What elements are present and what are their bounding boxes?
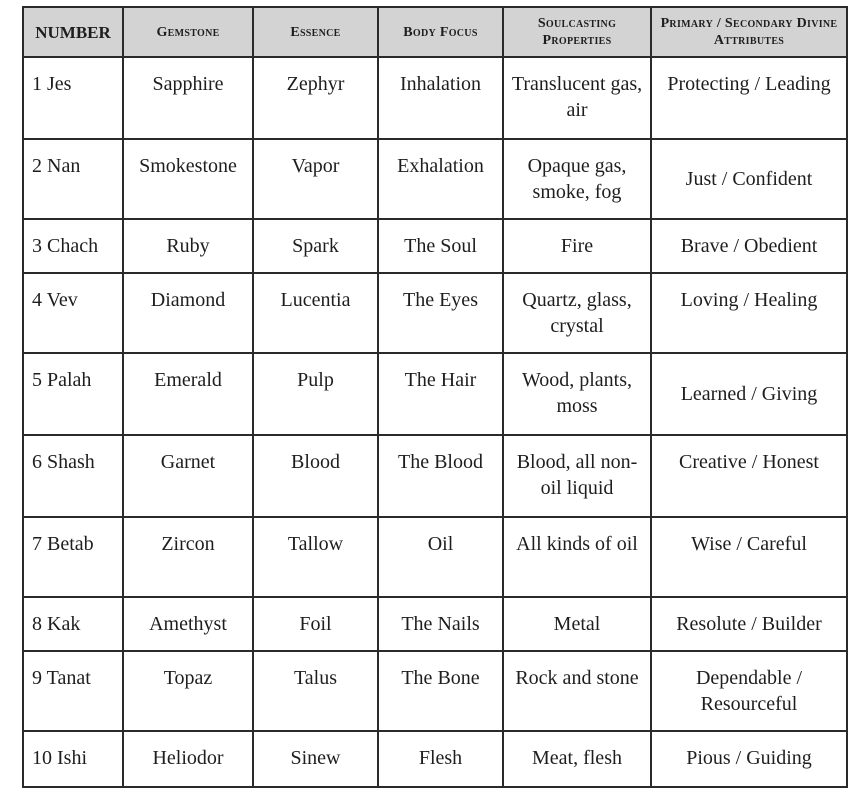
table-row — [23, 353, 847, 435]
cell-attributes: Pious / Guiding — [651, 731, 847, 787]
table-row — [23, 273, 847, 353]
header-divine-attributes: Primary / Secondary Divine Attributes — [651, 7, 847, 57]
cell-attributes: Learned / Giving — [651, 353, 847, 435]
header-row — [23, 7, 847, 57]
cell-soulcasting: Quartz, glass, crystal — [503, 273, 651, 353]
cell-number: 9 Tanat — [23, 651, 123, 731]
cell-body-focus: Flesh — [378, 731, 503, 787]
cell-essence: Sinew — [253, 731, 378, 787]
cell-soulcasting: Wood, plants, moss — [503, 353, 651, 435]
cell-number: 10 Ishi — [23, 731, 123, 787]
cell-number: 3 Chach — [23, 219, 123, 273]
cell-essence: Foil — [253, 597, 378, 651]
table-row — [23, 517, 847, 597]
cell-essence: Blood — [253, 435, 378, 517]
cell-soulcasting: Translucent gas, air — [503, 57, 651, 139]
cell-attributes: Creative / Honest — [651, 435, 847, 517]
cell-body-focus: The Eyes — [378, 273, 503, 353]
cell-body-focus: The Soul — [378, 219, 503, 273]
cell-attributes: Wise / Careful — [651, 517, 847, 597]
table-row — [23, 219, 847, 273]
cell-body-focus: Oil — [378, 517, 503, 597]
cell-attributes: Brave / Obedient — [651, 219, 847, 273]
cell-soulcasting: Meat, flesh — [503, 731, 651, 787]
header-number: NUMBER — [23, 7, 123, 57]
cell-gemstone: Ruby — [123, 219, 253, 273]
cell-essence: Pulp — [253, 353, 378, 435]
cell-attributes: Just / Confident — [651, 139, 847, 219]
cell-body-focus: The Bone — [378, 651, 503, 731]
cell-body-focus: Inhalation — [378, 57, 503, 139]
cell-gemstone: Topaz — [123, 651, 253, 731]
cell-number: 7 Betab — [23, 517, 123, 597]
cell-soulcasting: Opaque gas, smoke, fog — [503, 139, 651, 219]
cell-number: 6 Shash — [23, 435, 123, 517]
cell-body-focus: The Hair — [378, 353, 503, 435]
cell-number: 5 Palah — [23, 353, 123, 435]
table-row — [23, 731, 847, 787]
cell-gemstone: Heliodor — [123, 731, 253, 787]
header-soulcasting-properties: Soulcasting Properties — [503, 7, 651, 57]
cell-gemstone: Smokestone — [123, 139, 253, 219]
table-row — [23, 57, 847, 139]
cell-number: 2 Nan — [23, 139, 123, 219]
cell-essence: Zephyr — [253, 57, 378, 139]
cell-number: 4 Vev — [23, 273, 123, 353]
cell-essence: Talus — [253, 651, 378, 731]
cell-gemstone: Emerald — [123, 353, 253, 435]
cell-body-focus: The Blood — [378, 435, 503, 517]
cell-soulcasting: Rock and stone — [503, 651, 651, 731]
cell-attributes: Dependable / Resourceful — [651, 651, 847, 731]
cell-gemstone: Diamond — [123, 273, 253, 353]
cell-essence: Tallow — [253, 517, 378, 597]
table-row — [23, 597, 847, 651]
cell-attributes: Resolute / Builder — [651, 597, 847, 651]
cell-gemstone: Garnet — [123, 435, 253, 517]
gemstone-table — [22, 6, 848, 788]
cell-gemstone: Zircon — [123, 517, 253, 597]
cell-gemstone: Sapphire — [123, 57, 253, 139]
header-gemstone: Gemstone — [123, 7, 253, 57]
table-row — [23, 435, 847, 517]
cell-essence: Vapor — [253, 139, 378, 219]
cell-essence: Lucentia — [253, 273, 378, 353]
table-row — [23, 139, 847, 219]
cell-body-focus: Exhalation — [378, 139, 503, 219]
cell-essence: Spark — [253, 219, 378, 273]
cell-soulcasting: Metal — [503, 597, 651, 651]
table-row — [23, 651, 847, 731]
cell-attributes: Loving / Healing — [651, 273, 847, 353]
header-essence: Essence — [253, 7, 378, 57]
cell-number: 1 Jes — [23, 57, 123, 139]
header-body-focus: Body Focus — [378, 7, 503, 57]
cell-body-focus: The Nails — [378, 597, 503, 651]
cell-soulcasting: Blood, all non-oil liquid — [503, 435, 651, 517]
cell-number: 8 Kak — [23, 597, 123, 651]
gemstone-table-container — [22, 6, 846, 788]
cell-soulcasting: Fire — [503, 219, 651, 273]
cell-gemstone: Amethyst — [123, 597, 253, 651]
cell-soulcasting: All kinds of oil — [503, 517, 651, 597]
cell-attributes: Protecting / Leading — [651, 57, 847, 139]
